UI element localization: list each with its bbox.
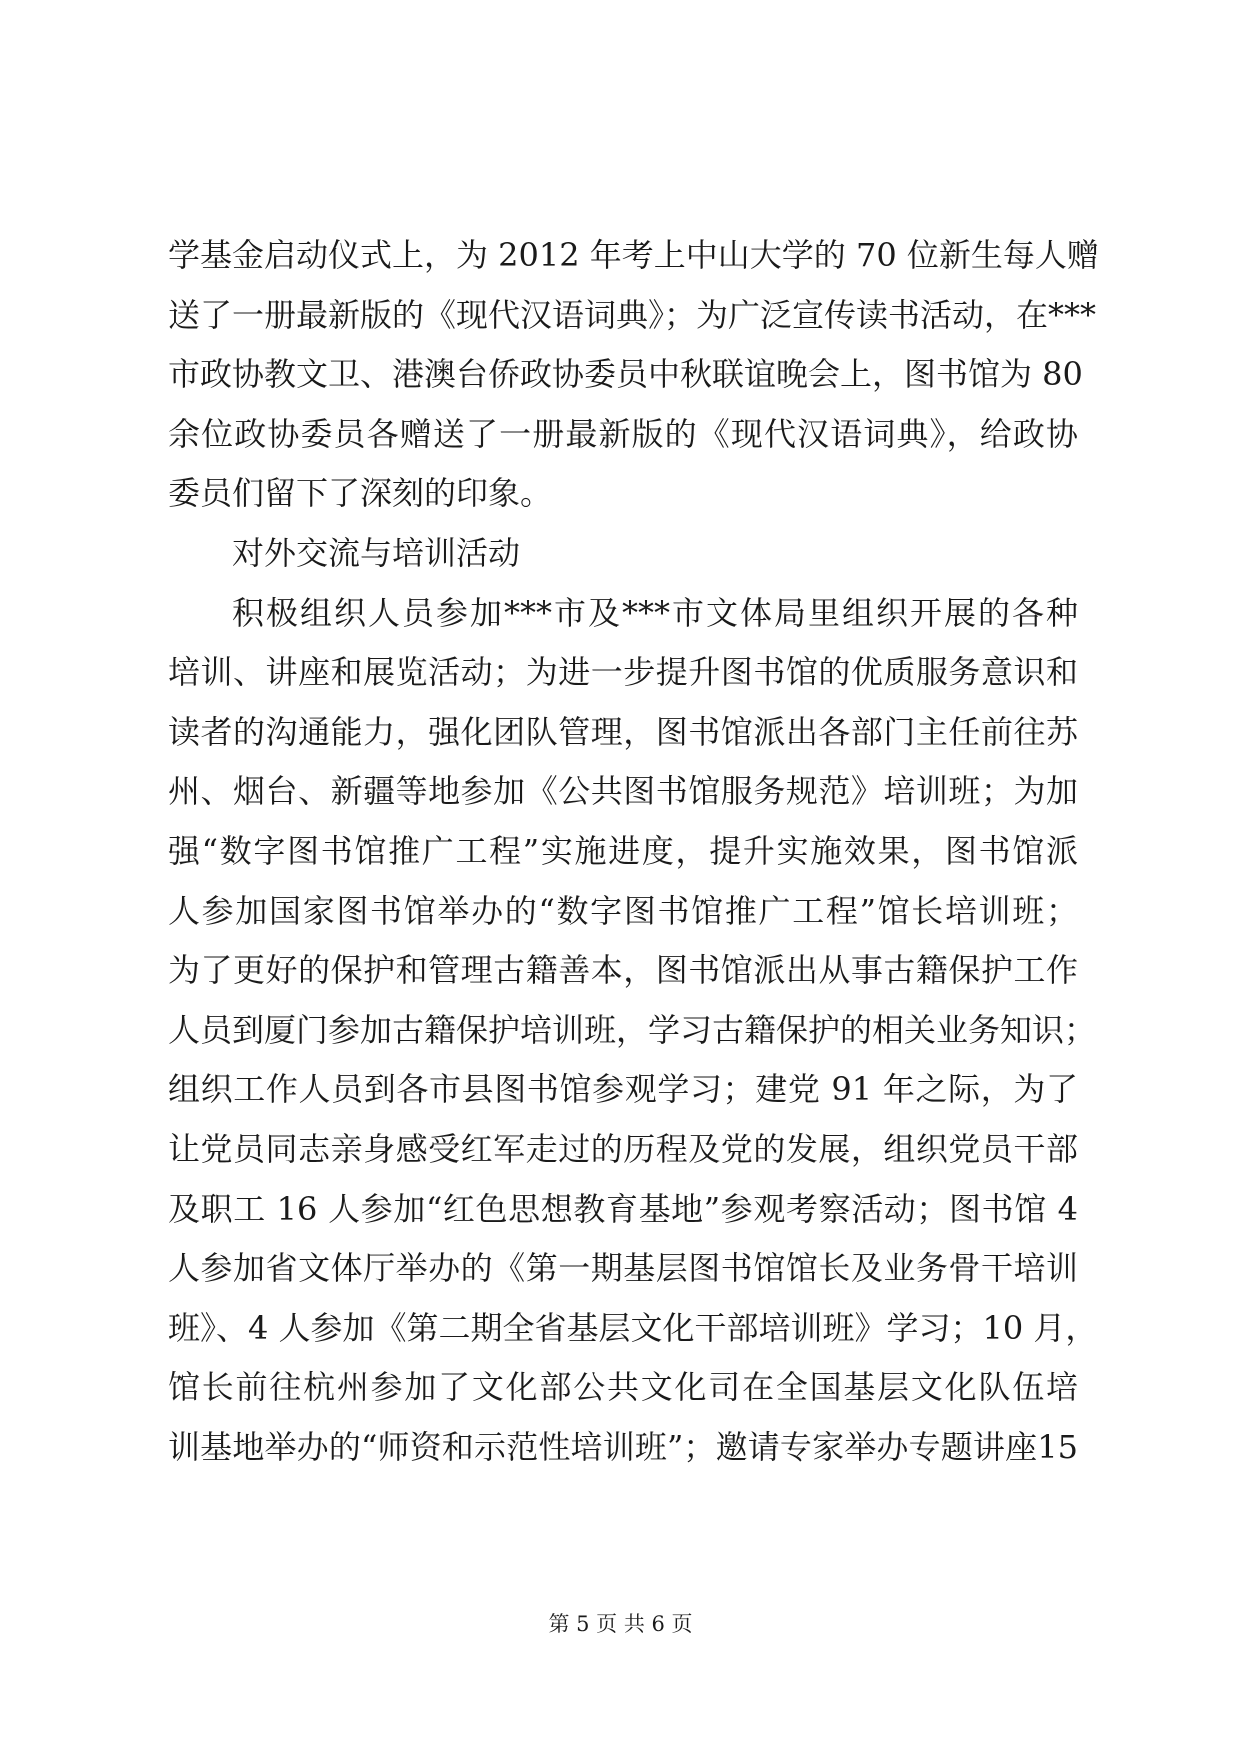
text-line: 培训、讲座和展览活动；为进一步提升图书馆的优质服务意识和: [168, 653, 1078, 692]
section-heading: 对外交流与培训活动: [232, 533, 521, 572]
body-text: [168, 226, 1099, 1477]
text-line: 馆长前往杭州参加了文化部公共文化司在全国基层文化队伍培: [168, 1368, 1078, 1407]
text-line: 及职工 16 人参加“红色思想教育基地”参观考察活动；图书馆 4: [168, 1189, 1078, 1228]
text-line: 市政协教文卫、港澳台侨政协委员中秋联谊晚会上，图书馆为 80: [168, 355, 1083, 394]
text-line: 强“数字图书馆推广工程”实施进度，提升实施效果，图书馆派: [168, 831, 1078, 870]
text-line: 组织工作人员到各市县图书馆参观学习；建党 91 年之际，为了: [168, 1070, 1078, 1109]
text-line: 读者的沟通能力，强化团队管理，图书馆派出各部门主任前往苏: [168, 712, 1078, 751]
page-footer: 第 5 页 共 6 页: [548, 1612, 693, 1636]
text-line: 让党员同志亲身感受红军走过的历程及党的发展，组织党员干部: [168, 1129, 1078, 1168]
text-line: 余位政协委员各赠送了一册最新版的《现代汉语词典》，给政协: [168, 414, 1078, 453]
text-line: 积极组织人员参加***市及***市文体局里组织开展的各种: [232, 593, 1078, 632]
text-line: 人参加省文体厅举办的《第一期基层图书馆馆长及业务骨干培训: [168, 1249, 1078, 1288]
text-line: 学基金启动仪式上，为 2012 年考上中山大学的 70 位新生每人赠: [168, 236, 1099, 274]
text-line: 人参加国家图书馆举办的“数字图书馆推广工程”馆长培训班；: [168, 891, 1078, 930]
text-line: 训基地举办的“师资和示范性培训班”；邀请专家举办专题讲座15: [168, 1427, 1078, 1466]
text-line: 班》、4 人参加《第二期全省基层文化干部培训班》学习；10 月，: [168, 1308, 1098, 1347]
text-line: 人员到厦门参加古籍保护培训班，学习古籍保护的相关业务知识；: [168, 1010, 1097, 1049]
text-line: 州、烟台、新疆等地参加《公共图书馆服务规范》培训班；为加: [168, 772, 1078, 811]
text-line: 送了一册最新版的《现代汉语词典》；为广泛宣传读书活动，在***: [168, 295, 1097, 334]
text-line: 为了更好的保护和管理古籍善本，图书馆派出从事古籍保护工作: [168, 951, 1078, 990]
text-line: 委员们留下了深刻的印象。: [168, 474, 553, 513]
